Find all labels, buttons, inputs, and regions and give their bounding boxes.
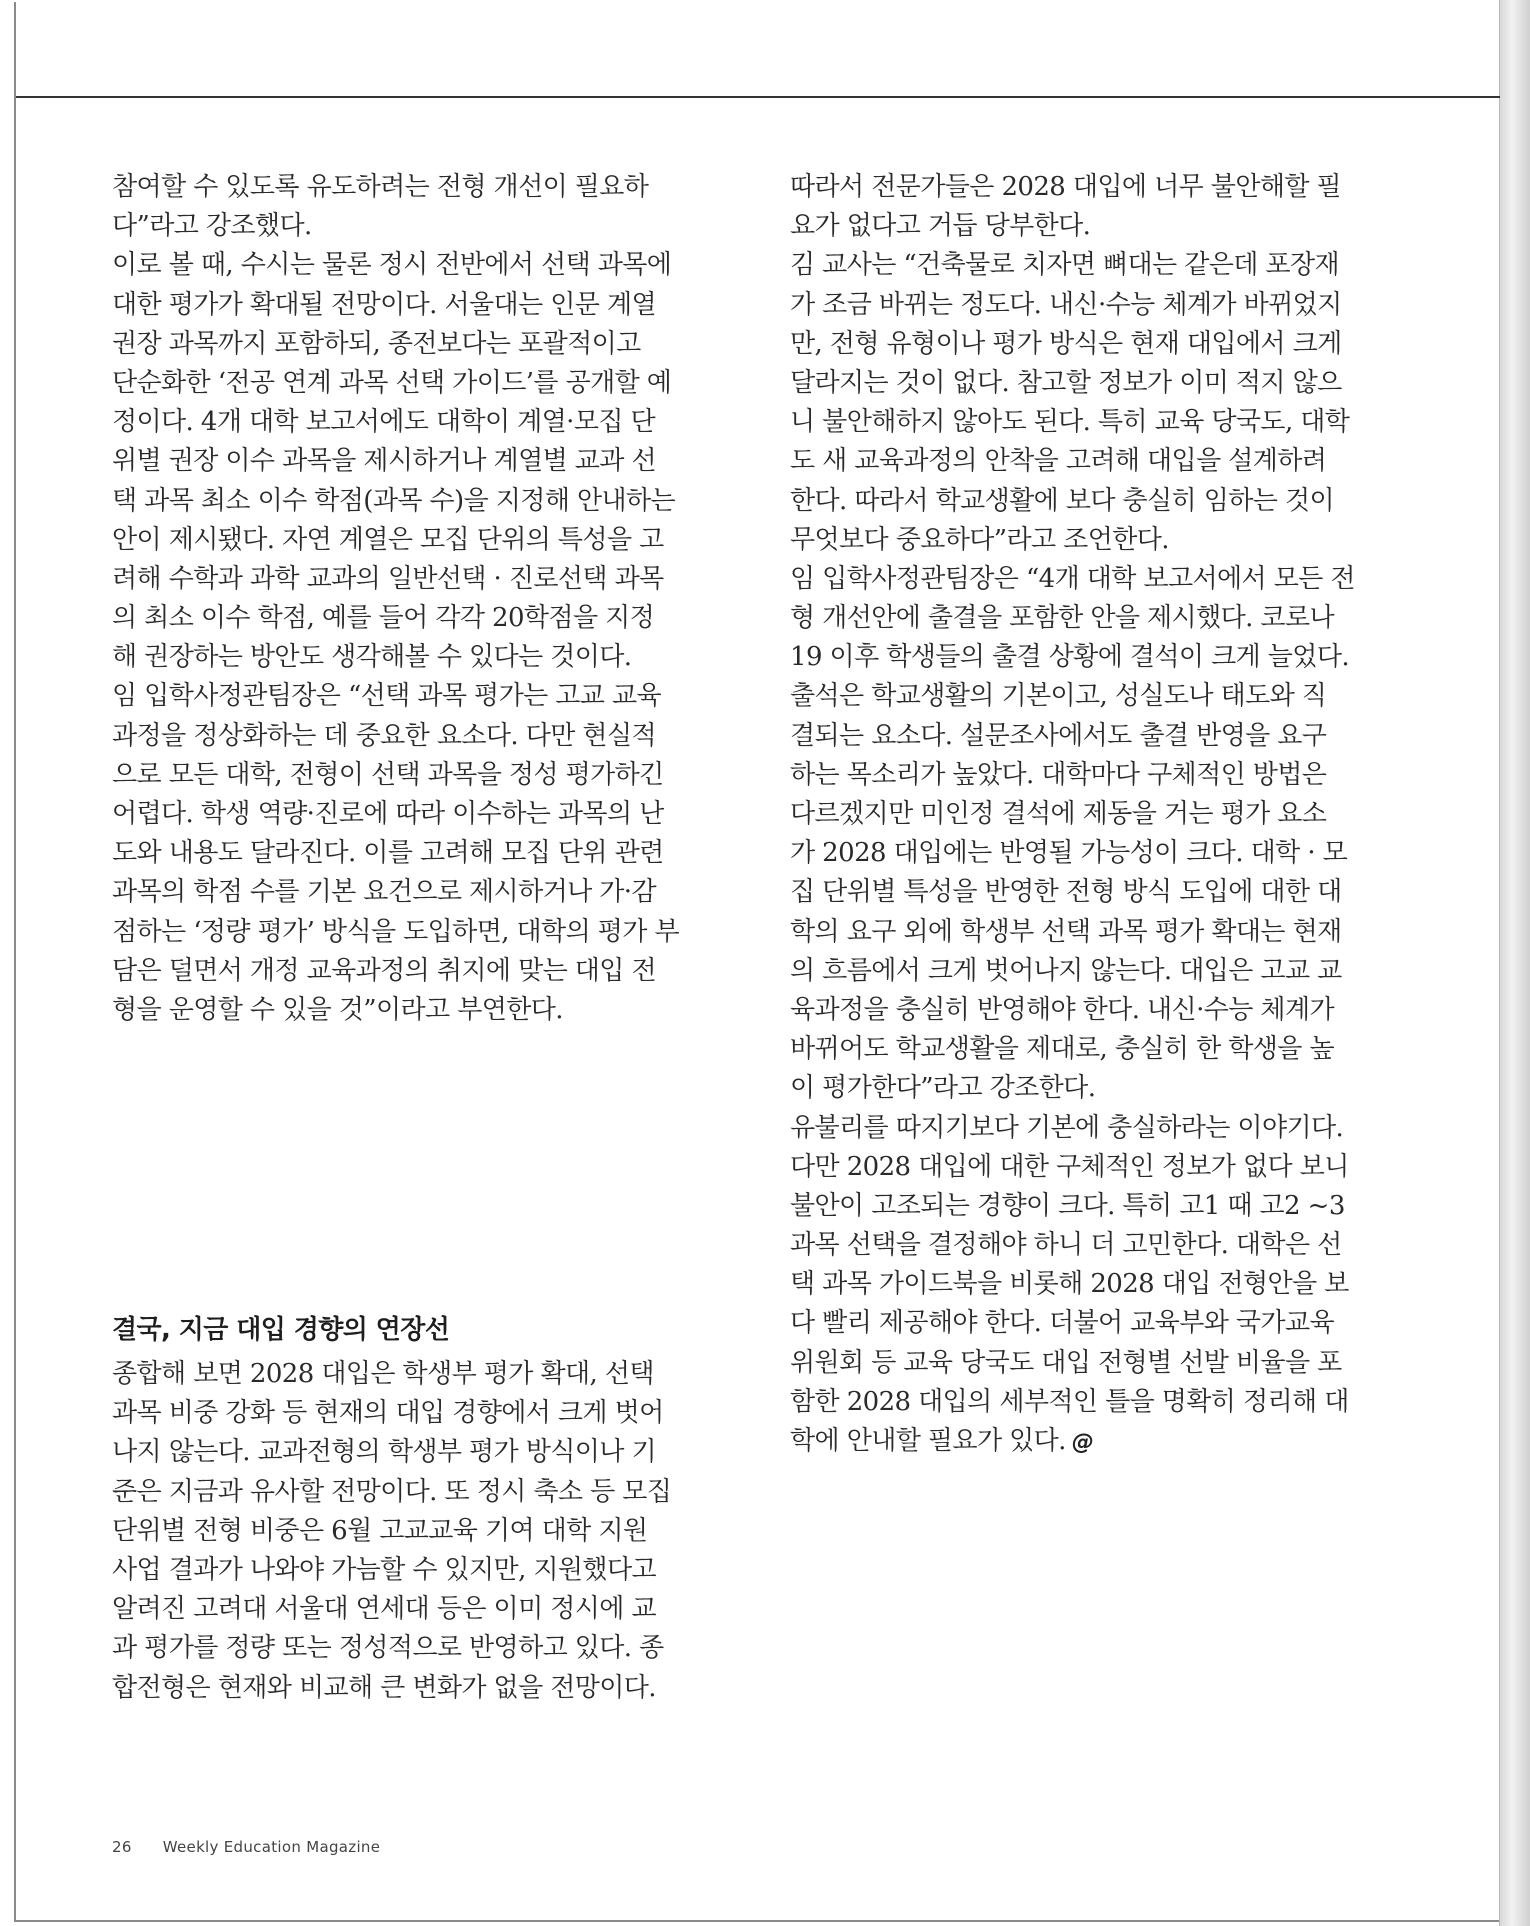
text-line: 택 과목 가이드북을 비롯해 2028 대입 전형안을 보 — [790, 1269, 1349, 1300]
text-line: 한다. 따라서 학교생활에 보다 충실히 임하는 것이 — [790, 485, 1334, 516]
text-line: 권장 과목까지 포함하되, 종전보다는 포괄적이고 — [112, 328, 641, 359]
left-column-bottom — [112, 1355, 692, 1708]
text-line: 니 불안해하지 않아도 된다. 특히 교육 당국도, 대학 — [790, 407, 1350, 438]
text-line: 유불리를 따지기보다 기본에 충실하라는 이야기다. — [790, 1112, 1344, 1143]
text-line: 택 과목 최소 이수 학점(과목 수)을 지정해 안내하는 — [112, 485, 676, 516]
right-column — [790, 168, 1370, 1461]
text-line: 함한 2028 대입의 세부적인 틀을 명확히 정리해 대 — [790, 1386, 1349, 1417]
page-number: 26 — [112, 1838, 132, 1856]
text-line: 정이다. 4개 대학 보고서에도 대학이 계열·모집 단 — [112, 407, 656, 438]
text-line: 단위별 전형 비중은 6월 고교교육 기여 대학 지원 — [112, 1515, 648, 1546]
text-line: 과목 선택을 결정해야 하니 더 고민한다. 대학은 선 — [790, 1230, 1342, 1261]
text-line: 달라지는 것이 없다. 참고할 정보가 이미 적지 않으 — [790, 367, 1342, 398]
text-line: 집 단위별 특성을 반영한 전형 방식 도입에 대한 대 — [790, 877, 1342, 908]
text-line: 도 새 교육과정의 안착을 고려해 대입을 설계하려 — [790, 446, 1327, 477]
text-line: 형을 운영할 수 있을 것”이라고 부연한다. — [112, 994, 563, 1025]
text-line: 과정을 정상화하는 데 중요한 요소다. 다만 현실적 — [112, 720, 656, 751]
text-line: 따라서 전문가들은 2028 대입에 너무 불안해할 필 — [790, 172, 1342, 202]
text-line: 가 조금 바뀌는 정도다. 내신·수능 체계가 바뀌었지 — [790, 289, 1342, 320]
text-line: 임 입학사정관팀장은 “4개 대학 보고서에서 모든 전 — [790, 563, 1355, 594]
text-line: 이로 볼 때, 수시는 물론 정시 전반에서 선택 과목에 — [112, 250, 672, 281]
text-line: 준은 지금과 유사할 전망이다. 또 정시 축소 등 모집 — [112, 1476, 672, 1507]
text-line: 해 권장하는 방안도 생각해볼 수 있다는 것이다. — [112, 642, 632, 673]
text-line: 나지 않는다. 교과전형의 학생부 평가 방식이나 기 — [112, 1437, 656, 1468]
text-line: 과 평가를 정량 또는 정성적으로 반영하고 있다. 종 — [112, 1633, 664, 1664]
magazine-name: Weekly Education Magazine — [162, 1838, 381, 1856]
text-line: 만, 전형 유형이나 평가 방식은 현재 대입에서 크게 — [790, 328, 1342, 359]
section-subheading: 결국, 지금 대입 경향의 연장선 — [112, 1315, 450, 1345]
text-line: 육과정을 충실히 반영해야 한다. 내신·수능 체계가 — [790, 994, 1334, 1025]
text-line: 가 2028 대입에는 반영될 가능성이 크다. 대학 · 모 — [790, 838, 1348, 869]
text-line: 점하는 ‘정량 평가’ 방식을 도입하면, 대학의 평가 부 — [112, 916, 679, 947]
text-line: 다”라고 강조했다. — [112, 211, 312, 242]
text-line: 담은 덜면서 개정 교육과정의 취지에 맞는 대입 전 — [112, 955, 656, 986]
text-line: 요가 없다고 거듭 당부한다. — [790, 211, 1091, 242]
text-line: 학에 안내할 필요가 있다. @ — [790, 1422, 1370, 1461]
page-edge — [1499, 0, 1530, 1926]
text-line: 이 평가한다”라고 강조한다. — [790, 1073, 1096, 1104]
end-mark-icon: @ — [1071, 1430, 1094, 1455]
text-line: 결되는 요소다. 설문조사에서도 출결 반영을 요구 — [790, 720, 1327, 751]
text-line: 사업 결과가 나와야 가늠할 수 있지만, 지원했다고 — [112, 1554, 656, 1585]
text-line: 다르겠지만 미인정 결석에 제동을 거는 평가 요소 — [790, 799, 1327, 829]
text-line: 합전형은 현재와 비교해 큰 변화가 없을 전망이다. — [112, 1672, 656, 1703]
text-line: 무엇보다 중요하다”라고 조언한다. — [790, 524, 1169, 555]
text-line: 임 입학사정관팀장은 “선택 과목 평가는 고교 교육 — [112, 681, 662, 712]
text-line: 바뀌어도 학교생활을 제대로, 충실히 한 학생을 높 — [790, 1034, 1334, 1065]
text-line: 하는 목소리가 높았다. 대학마다 구체적인 방법은 — [790, 759, 1327, 790]
text-line: 학의 요구 외에 학생부 선택 과목 평가 확대는 현재 — [790, 916, 1342, 947]
text-line: 려해 수학과 과학 교과의 일반선택 · 진로선택 과목 — [112, 563, 664, 594]
text-line: 안이 제시됐다. 자연 계열은 모집 단위의 특성을 고 — [112, 524, 664, 555]
text-line: 도와 내용도 달라진다. 이를 고려해 모집 단위 관련 — [112, 838, 664, 869]
text-line: 알려진 고려대 서울대 연세대 등은 이미 정시에 교 — [112, 1594, 656, 1625]
text-line: 참여할 수 있도록 유도하려는 전형 개선이 필요하 — [112, 172, 649, 202]
text-line: 다 빨리 제공해야 한다. 더불어 교육부와 국가교육 — [790, 1308, 1334, 1339]
text-line: 불안이 고조되는 경향이 크다. 특히 고1 때 고2 ~3 — [790, 1190, 1345, 1221]
text-line: 출석은 학교생활의 기본이고, 성실도나 태도와 직 — [790, 681, 1327, 712]
text-line: 종합해 보면 2028 대입은 학생부 평가 확대, 선택 — [112, 1359, 654, 1389]
text-line: 다만 2028 대입에 대한 구체적인 정보가 없다 보니 — [790, 1151, 1349, 1182]
text-line: 과목 비중 강화 등 현재의 대입 경향에서 크게 벗어 — [112, 1398, 664, 1429]
text-line: 으로 모든 대학, 전형이 선택 과목을 정성 평가하긴 — [112, 759, 664, 790]
text-line: 김 교사는 “건축물로 치자면 뼈대는 같은데 포장재 — [790, 250, 1340, 281]
text-line: 대한 평가가 확대될 전망이다. 서울대는 인문 계열 — [112, 289, 656, 320]
text-line: 위원회 등 교육 당국도 대입 전형별 선발 비율을 포 — [790, 1347, 1342, 1378]
text-line: 위별 권장 이수 과목을 제시하거나 계열별 교과 선 — [112, 446, 656, 477]
text-line: 형 개선안에 출결을 포함한 안을 제시했다. 코로나 — [790, 603, 1334, 634]
header-rule — [16, 96, 1500, 98]
text-line: 어렵다. 학생 역량·진로에 따라 이수하는 과목의 난 — [112, 799, 664, 829]
text-line: 의 최소 이수 학점, 예를 들어 각각 20학점을 지정 — [112, 603, 655, 634]
page-footer — [112, 1838, 380, 1856]
text-line: 19 이후 학생들의 출결 상황에 결석이 크게 늘었다. — [790, 642, 1350, 673]
text-line: 단순화한 ‘전공 연계 과목 선택 가이드’를 공개할 예 — [112, 367, 672, 398]
left-column-top — [112, 168, 692, 1030]
text-line: 과목의 학점 수를 기본 요건으로 제시하거나 가·감 — [112, 877, 656, 908]
text-line: 의 흐름에서 크게 벗어나지 않는다. 대입은 고교 교 — [790, 955, 1342, 986]
